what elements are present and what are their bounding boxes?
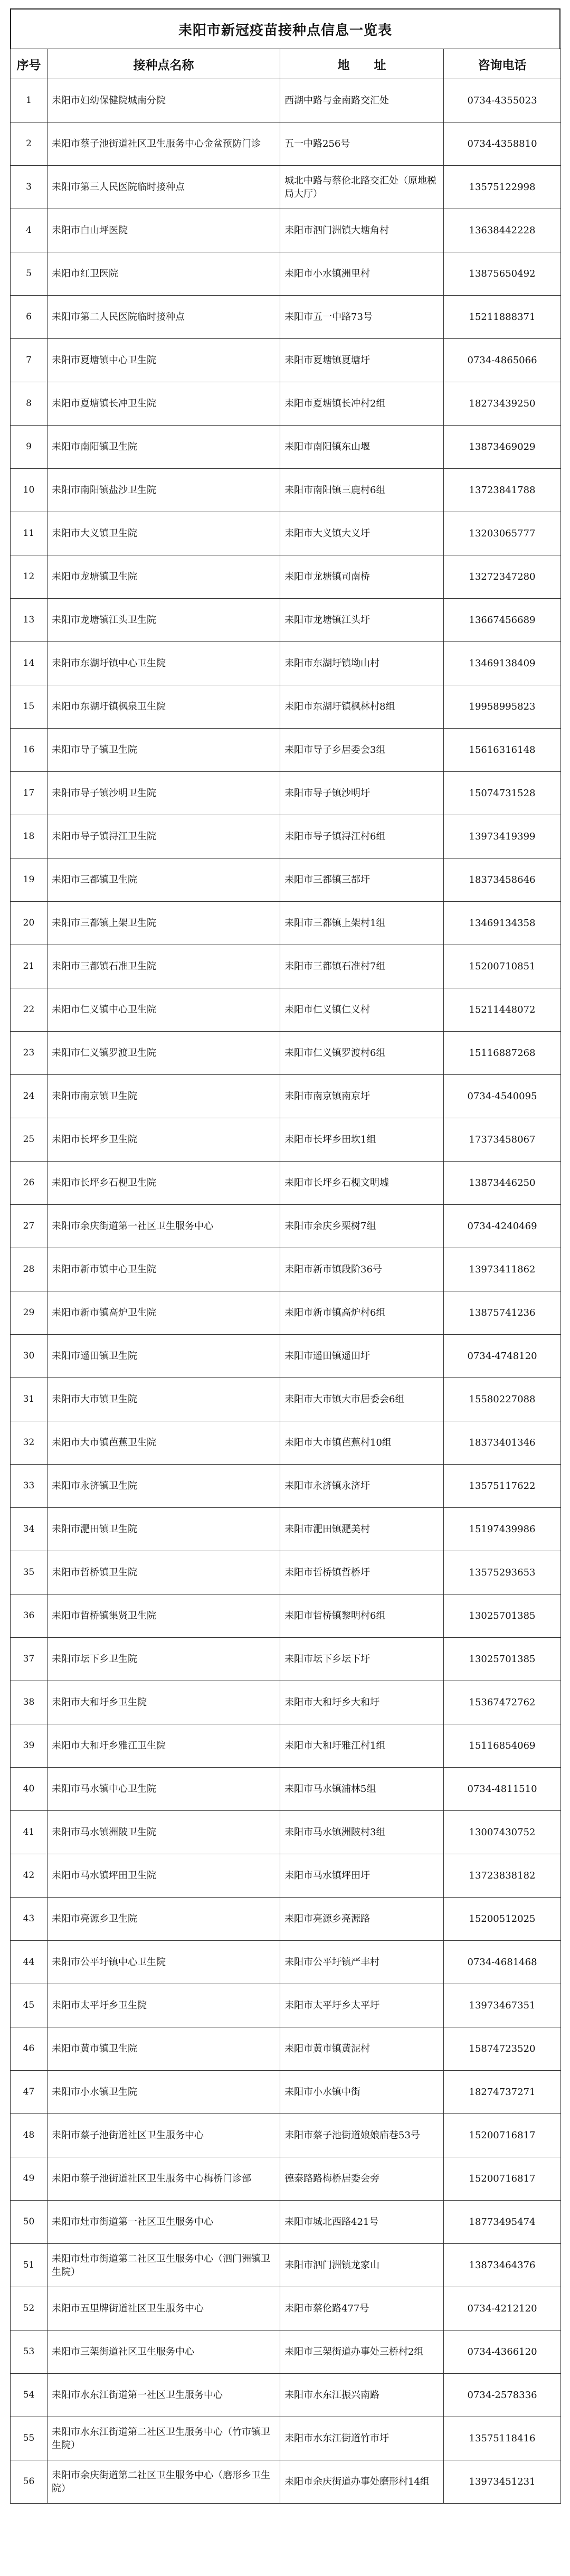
cell-name: 耒阳市马水镇坪田卫生院 (48, 1854, 280, 1898)
cell-no: 27 (11, 1205, 48, 1248)
cell-name: 耒阳市灶市街道第一社区卫生服务中心 (48, 2201, 280, 2244)
cell-phone: 13272347280 (444, 555, 561, 599)
table-row (11, 685, 561, 729)
cell-phone: 15200716817 (444, 2157, 561, 2201)
cell-phone: 18373458646 (444, 858, 561, 902)
table-row (11, 296, 561, 339)
table-row (11, 382, 561, 426)
cell-address: 耒阳市余庆街道办事处磨形村14组 (280, 2460, 444, 2504)
cell-name: 耒阳市南阳镇卫生院 (48, 426, 280, 469)
cell-name: 耒阳市新市镇高炉卫生院 (48, 1291, 280, 1335)
cell-name: 耒阳市红卫医院 (48, 252, 280, 296)
cell-no: 51 (11, 2244, 48, 2287)
cell-no: 42 (11, 1854, 48, 1898)
cell-name: 耒阳市蔡子池街道社区卫生服务中心梅桥门诊部 (48, 2157, 280, 2201)
cell-name: 耒阳市长坪乡石枧卫生院 (48, 1162, 280, 1205)
cell-name: 耒阳市白山坪医院 (48, 209, 280, 252)
cell-no: 10 (11, 469, 48, 512)
table-row (11, 815, 561, 858)
cell-phone: 13723841788 (444, 469, 561, 512)
table-row (11, 2417, 561, 2460)
table-row (11, 2244, 561, 2287)
cell-no: 49 (11, 2157, 48, 2201)
cell-no: 30 (11, 1335, 48, 1378)
cell-name: 耒阳市第二人民医院临时接种点 (48, 296, 280, 339)
cell-phone: 13025701385 (444, 1638, 561, 1681)
cell-address: 耒阳市哲桥镇哲桥圩 (280, 1551, 444, 1594)
table-row (11, 1681, 561, 1724)
table-row (11, 1508, 561, 1551)
cell-address: 耒阳市夏塘镇长冲村2组 (280, 382, 444, 426)
cell-address: 耒阳市龙塘镇司南桥 (280, 555, 444, 599)
table-row (11, 209, 561, 252)
cell-phone: 15211888371 (444, 296, 561, 339)
cell-no: 55 (11, 2417, 48, 2460)
cell-address: 耒阳市三都镇上架村1组 (280, 902, 444, 945)
cell-name: 耒阳市小水镇卫生院 (48, 2071, 280, 2114)
header-address: 地 址 (280, 49, 444, 79)
table-body (11, 79, 561, 2504)
table-row (11, 122, 561, 166)
cell-address: 耒阳市坛下乡坛下圩 (280, 1638, 444, 1681)
table-row (11, 1465, 561, 1508)
vaccination-site-table-sheet (10, 8, 560, 2504)
cell-phone: 13025701385 (444, 1594, 561, 1638)
table-row (11, 2460, 561, 2504)
cell-name: 耒阳市大义镇卫生院 (48, 512, 280, 555)
cell-name: 耒阳市太平圩乡卫生院 (48, 1984, 280, 2027)
cell-no: 52 (11, 2287, 48, 2330)
cell-no: 22 (11, 988, 48, 1032)
cell-phone: 13973411862 (444, 1248, 561, 1291)
table-row (11, 1811, 561, 1854)
table-row (11, 2027, 561, 2071)
cell-phone: 0734-4355023 (444, 79, 561, 122)
cell-name: 耒阳市东湖圩镇中心卫生院 (48, 642, 280, 685)
cell-phone: 13973419399 (444, 815, 561, 858)
header-row (11, 49, 561, 79)
cell-name: 耒阳市淝田镇卫生院 (48, 1508, 280, 1551)
table-row (11, 1898, 561, 1941)
cell-address: 耒阳市仁义镇仁义村 (280, 988, 444, 1032)
cell-name: 耒阳市东湖圩镇枫泉卫生院 (48, 685, 280, 729)
cell-no: 14 (11, 642, 48, 685)
cell-address: 耒阳市大市镇芭蕉村10组 (280, 1421, 444, 1465)
cell-address: 西湖中路与金南路交汇处 (280, 79, 444, 122)
cell-address: 耒阳市城北西路421号 (280, 2201, 444, 2244)
cell-phone: 17373458067 (444, 1118, 561, 1162)
cell-address: 耒阳市导子镇浔江村6组 (280, 815, 444, 858)
cell-address: 耒阳市东湖圩镇枫林村8组 (280, 685, 444, 729)
cell-no: 23 (11, 1032, 48, 1075)
cell-phone: 13469134358 (444, 902, 561, 945)
cell-no: 28 (11, 1248, 48, 1291)
cell-phone: 0734-4240469 (444, 1205, 561, 1248)
cell-no: 3 (11, 166, 48, 209)
cell-address: 耒阳市小水镇洲里村 (280, 252, 444, 296)
cell-phone: 15211448072 (444, 988, 561, 1032)
cell-address: 耒阳市新市镇高炉村6组 (280, 1291, 444, 1335)
cell-address: 耒阳市仁义镇罗渡村6组 (280, 1032, 444, 1075)
cell-phone: 15074731528 (444, 772, 561, 815)
cell-no: 4 (11, 209, 48, 252)
cell-name: 耒阳市马水镇洲陂卫生院 (48, 1811, 280, 1854)
cell-no: 44 (11, 1941, 48, 1984)
cell-phone: 0734-4358810 (444, 122, 561, 166)
cell-address: 耒阳市黄市镇黄泥村 (280, 2027, 444, 2071)
cell-no: 32 (11, 1421, 48, 1465)
cell-phone: 13638442228 (444, 209, 561, 252)
cell-phone: 13667456689 (444, 599, 561, 642)
header-no: 序号 (11, 49, 48, 79)
cell-name: 耒阳市导子镇沙明卫生院 (48, 772, 280, 815)
cell-name: 耒阳市水东江街道第一社区卫生服务中心 (48, 2374, 280, 2417)
cell-no: 19 (11, 858, 48, 902)
table-row (11, 1205, 561, 1248)
cell-address: 耒阳市蔡伦路477号 (280, 2287, 444, 2330)
table-row (11, 1594, 561, 1638)
cell-phone: 13575293653 (444, 1551, 561, 1594)
table-row (11, 1638, 561, 1681)
cell-phone: 15200716817 (444, 2114, 561, 2157)
table-row (11, 1984, 561, 2027)
table-row (11, 1854, 561, 1898)
cell-address: 耒阳市三都镇石准村7组 (280, 945, 444, 988)
cell-no: 20 (11, 902, 48, 945)
cell-phone: 0734-2578336 (444, 2374, 561, 2417)
cell-name: 耒阳市夏塘镇中心卫生院 (48, 339, 280, 382)
cell-address: 耒阳市三架街道办事处三桥村2组 (280, 2330, 444, 2374)
cell-phone: 15200512025 (444, 1898, 561, 1941)
cell-address: 耒阳市太平圩乡太平圩 (280, 1984, 444, 2027)
header-name: 接种点名称 (48, 49, 280, 79)
cell-no: 40 (11, 1768, 48, 1811)
table-row (11, 1335, 561, 1378)
cell-name: 耒阳市蔡子池街道社区卫生服务中心 (48, 2114, 280, 2157)
cell-phone: 15197439986 (444, 1508, 561, 1551)
cell-address: 耒阳市大和圩雅江村1组 (280, 1724, 444, 1768)
cell-phone: 13723838182 (444, 1854, 561, 1898)
cell-address: 耒阳市长坪乡田坎1组 (280, 1118, 444, 1162)
table-row (11, 555, 561, 599)
cell-address: 耒阳市马水镇坪田圩 (280, 1854, 444, 1898)
cell-no: 56 (11, 2460, 48, 2504)
cell-phone: 15616316148 (444, 729, 561, 772)
cell-no: 7 (11, 339, 48, 382)
cell-no: 35 (11, 1551, 48, 1594)
cell-name: 耒阳市三都镇上架卫生院 (48, 902, 280, 945)
cell-address: 德泰路路梅桥居委会旁 (280, 2157, 444, 2201)
cell-phone: 15874723520 (444, 2027, 561, 2071)
cell-phone: 0734-4865066 (444, 339, 561, 382)
cell-name: 耒阳市三都镇石准卫生院 (48, 945, 280, 988)
cell-no: 45 (11, 1984, 48, 2027)
cell-phone: 13875650492 (444, 252, 561, 296)
cell-address: 耒阳市大市镇大市居委会6组 (280, 1378, 444, 1421)
cell-phone: 0734-4748120 (444, 1335, 561, 1378)
cell-phone: 13873464376 (444, 2244, 561, 2287)
cell-no: 48 (11, 2114, 48, 2157)
table-row (11, 2114, 561, 2157)
cell-address: 耒阳市泗门洲镇大塘角村 (280, 209, 444, 252)
table-row (11, 1032, 561, 1075)
cell-phone: 13007430752 (444, 1811, 561, 1854)
table-row (11, 339, 561, 382)
cell-address: 城北中路与蔡伦北路交汇处（原地税局大厅） (280, 166, 444, 209)
cell-name: 耒阳市三都镇卫生院 (48, 858, 280, 902)
cell-no: 39 (11, 1724, 48, 1768)
table-row (11, 2071, 561, 2114)
cell-no: 50 (11, 2201, 48, 2244)
table-row (11, 2201, 561, 2244)
table-row (11, 1768, 561, 1811)
cell-no: 18 (11, 815, 48, 858)
table-row (11, 988, 561, 1032)
cell-name: 耒阳市余庆街道第二社区卫生服务中心（磨形乡卫生院） (48, 2460, 280, 2504)
table-row (11, 2374, 561, 2417)
cell-no: 37 (11, 1638, 48, 1681)
cell-address: 耒阳市公平圩镇严丰村 (280, 1941, 444, 1984)
cell-address: 耒阳市马水镇浦林5组 (280, 1768, 444, 1811)
cell-address: 耒阳市永济镇永济圩 (280, 1465, 444, 1508)
cell-address: 耒阳市哲桥镇黎明村6组 (280, 1594, 444, 1638)
cell-no: 46 (11, 2027, 48, 2071)
cell-address: 耒阳市小水镇中街 (280, 2071, 444, 2114)
cell-address: 耒阳市南阳镇东山堰 (280, 426, 444, 469)
cell-address: 耒阳市三都镇三都圩 (280, 858, 444, 902)
cell-no: 41 (11, 1811, 48, 1854)
cell-phone: 18373401346 (444, 1421, 561, 1465)
cell-no: 12 (11, 555, 48, 599)
cell-name: 耒阳市哲桥镇卫生院 (48, 1551, 280, 1594)
cell-phone: 13469138409 (444, 642, 561, 685)
cell-name: 耒阳市哲桥镇集贤卫生院 (48, 1594, 280, 1638)
cell-name: 耒阳市导子镇浔江卫生院 (48, 815, 280, 858)
table-row (11, 642, 561, 685)
cell-address: 耒阳市南京镇南京圩 (280, 1075, 444, 1118)
table-row (11, 2287, 561, 2330)
cell-name: 耒阳市马水镇中心卫生院 (48, 1768, 280, 1811)
cell-address: 耒阳市泗门洲镇龙家山 (280, 2244, 444, 2287)
cell-no: 16 (11, 729, 48, 772)
cell-phone: 13203065777 (444, 512, 561, 555)
cell-name: 耒阳市永济镇卫生院 (48, 1465, 280, 1508)
cell-name: 耒阳市五里牌街道社区卫生服务中心 (48, 2287, 280, 2330)
cell-address: 耒阳市亮源乡亮源路 (280, 1898, 444, 1941)
cell-name: 耒阳市妇幼保健院城南分院 (48, 79, 280, 122)
table-row (11, 1162, 561, 1205)
table-row (11, 858, 561, 902)
cell-address: 耒阳市大义镇大义圩 (280, 512, 444, 555)
cell-address: 耒阳市导子乡居委会3组 (280, 729, 444, 772)
cell-phone: 13973451231 (444, 2460, 561, 2504)
cell-name: 耒阳市大和圩乡卫生院 (48, 1681, 280, 1724)
cell-phone: 18273439250 (444, 382, 561, 426)
cell-name: 耒阳市仁义镇罗渡卫生院 (48, 1032, 280, 1075)
cell-address: 耒阳市水东江振兴南路 (280, 2374, 444, 2417)
cell-name: 耒阳市大和圩乡雅江卫生院 (48, 1724, 280, 1768)
table-row (11, 1724, 561, 1768)
cell-phone: 18773495474 (444, 2201, 561, 2244)
table-row (11, 469, 561, 512)
cell-name: 耒阳市大市镇芭蕉卫生院 (48, 1421, 280, 1465)
cell-no: 17 (11, 772, 48, 815)
header-phone: 咨询电话 (444, 49, 561, 79)
cell-no: 9 (11, 426, 48, 469)
table-title: 耒阳市新冠疫苗接种点信息一览表 (10, 8, 560, 49)
cell-no: 26 (11, 1162, 48, 1205)
cell-address: 耒阳市淝田镇淝美村 (280, 1508, 444, 1551)
cell-no: 31 (11, 1378, 48, 1421)
cell-phone: 0734-4811510 (444, 1768, 561, 1811)
cell-name: 耒阳市仁义镇中心卫生院 (48, 988, 280, 1032)
cell-phone: 15367472762 (444, 1681, 561, 1724)
cell-phone: 13873469029 (444, 426, 561, 469)
table-row (11, 252, 561, 296)
table-row (11, 426, 561, 469)
cell-name: 耒阳市水东江街道第二社区卫生服务中心（竹市镇卫生院） (48, 2417, 280, 2460)
cell-name: 耒阳市新市镇中心卫生院 (48, 1248, 280, 1291)
cell-no: 25 (11, 1118, 48, 1162)
cell-name: 耒阳市导子镇卫生院 (48, 729, 280, 772)
cell-phone: 13973467351 (444, 1984, 561, 2027)
cell-no: 34 (11, 1508, 48, 1551)
cell-no: 54 (11, 2374, 48, 2417)
cell-phone: 13575117622 (444, 1465, 561, 1508)
table-row (11, 1551, 561, 1594)
cell-address: 耒阳市蔡子池街道娘娘庙巷53号 (280, 2114, 444, 2157)
table-row (11, 599, 561, 642)
table-row (11, 1291, 561, 1335)
cell-phone: 13875741236 (444, 1291, 561, 1335)
cell-address: 耒阳市遥田镇遥田圩 (280, 1335, 444, 1378)
cell-no: 11 (11, 512, 48, 555)
cell-phone: 15200710851 (444, 945, 561, 988)
table-row (11, 1118, 561, 1162)
table-row (11, 902, 561, 945)
cell-no: 1 (11, 79, 48, 122)
table-row (11, 772, 561, 815)
cell-name: 耒阳市南阳镇盐沙卫生院 (48, 469, 280, 512)
cell-address: 耒阳市南阳镇三鹿村6组 (280, 469, 444, 512)
cell-address: 耒阳市马水镇洲陂村3组 (280, 1811, 444, 1854)
cell-no: 43 (11, 1898, 48, 1941)
cell-phone: 0734-4681468 (444, 1941, 561, 1984)
cell-no: 21 (11, 945, 48, 988)
cell-name: 耒阳市龙塘镇卫生院 (48, 555, 280, 599)
cell-address: 耒阳市东湖圩镇坳山村 (280, 642, 444, 685)
cell-phone: 13575118416 (444, 2417, 561, 2460)
cell-no: 6 (11, 296, 48, 339)
cell-name: 耒阳市南京镇卫生院 (48, 1075, 280, 1118)
cell-no: 24 (11, 1075, 48, 1118)
table-row (11, 166, 561, 209)
cell-name: 耒阳市黄市镇卫生院 (48, 2027, 280, 2071)
cell-name: 耒阳市长坪乡卫生院 (48, 1118, 280, 1162)
table-row (11, 1248, 561, 1291)
cell-address: 耒阳市长坪乡石枧文明墟 (280, 1162, 444, 1205)
cell-phone: 0734-4366120 (444, 2330, 561, 2374)
table-row (11, 2330, 561, 2374)
cell-name: 耒阳市第三人民医院临时接种点 (48, 166, 280, 209)
cell-name: 耒阳市龙塘镇江头卫生院 (48, 599, 280, 642)
cell-name: 耒阳市坛下乡卫生院 (48, 1638, 280, 1681)
cell-no: 53 (11, 2330, 48, 2374)
cell-no: 33 (11, 1465, 48, 1508)
table-row (11, 1075, 561, 1118)
cell-no: 13 (11, 599, 48, 642)
table-row (11, 2157, 561, 2201)
table-row (11, 1421, 561, 1465)
cell-name: 耒阳市亮源乡卫生院 (48, 1898, 280, 1941)
cell-phone: 0734-4212120 (444, 2287, 561, 2330)
cell-name: 耒阳市大市镇卫生院 (48, 1378, 280, 1421)
cell-no: 15 (11, 685, 48, 729)
cell-no: 2 (11, 122, 48, 166)
cell-address: 耒阳市五一中路73号 (280, 296, 444, 339)
cell-address: 耒阳市大和圩乡大和圩 (280, 1681, 444, 1724)
table-row (11, 79, 561, 122)
cell-no: 47 (11, 2071, 48, 2114)
cell-address: 五一中路256号 (280, 122, 444, 166)
cell-phone: 15116854069 (444, 1724, 561, 1768)
cell-phone: 15580227088 (444, 1378, 561, 1421)
cell-no: 5 (11, 252, 48, 296)
cell-phone: 0734-4540095 (444, 1075, 561, 1118)
cell-name: 耒阳市蔡子池街道社区卫生服务中心金盆预防门诊 (48, 122, 280, 166)
cell-address: 耒阳市夏塘镇夏塘圩 (280, 339, 444, 382)
cell-phone: 13575122998 (444, 166, 561, 209)
cell-address: 耒阳市水东江街道竹市圩 (280, 2417, 444, 2460)
table-row (11, 1941, 561, 1984)
cell-phone: 13873446250 (444, 1162, 561, 1205)
cell-name: 耒阳市余庆街道第一社区卫生服务中心 (48, 1205, 280, 1248)
cell-no: 36 (11, 1594, 48, 1638)
cell-name: 耒阳市夏塘镇长冲卫生院 (48, 382, 280, 426)
cell-address: 耒阳市余庆乡栗树7组 (280, 1205, 444, 1248)
table-row (11, 512, 561, 555)
table-row (11, 1378, 561, 1421)
cell-name: 耒阳市三架街道社区卫生服务中心 (48, 2330, 280, 2374)
cell-phone: 19958995823 (444, 685, 561, 729)
table-row (11, 945, 561, 988)
cell-address: 耒阳市龙塘镇江头圩 (280, 599, 444, 642)
cell-address: 耒阳市导子镇沙明圩 (280, 772, 444, 815)
vaccination-site-table (10, 49, 561, 2504)
cell-no: 8 (11, 382, 48, 426)
cell-name: 耒阳市灶市街道第二社区卫生服务中心（泗门洲镇卫生院） (48, 2244, 280, 2287)
table-header (11, 49, 561, 79)
cell-no: 29 (11, 1291, 48, 1335)
cell-address: 耒阳市新市镇段阶36号 (280, 1248, 444, 1291)
cell-no: 38 (11, 1681, 48, 1724)
cell-name: 耒阳市遥田镇卫生院 (48, 1335, 280, 1378)
table-row (11, 729, 561, 772)
cell-phone: 18274737271 (444, 2071, 561, 2114)
cell-name: 耒阳市公平圩镇中心卫生院 (48, 1941, 280, 1984)
cell-phone: 15116887268 (444, 1032, 561, 1075)
